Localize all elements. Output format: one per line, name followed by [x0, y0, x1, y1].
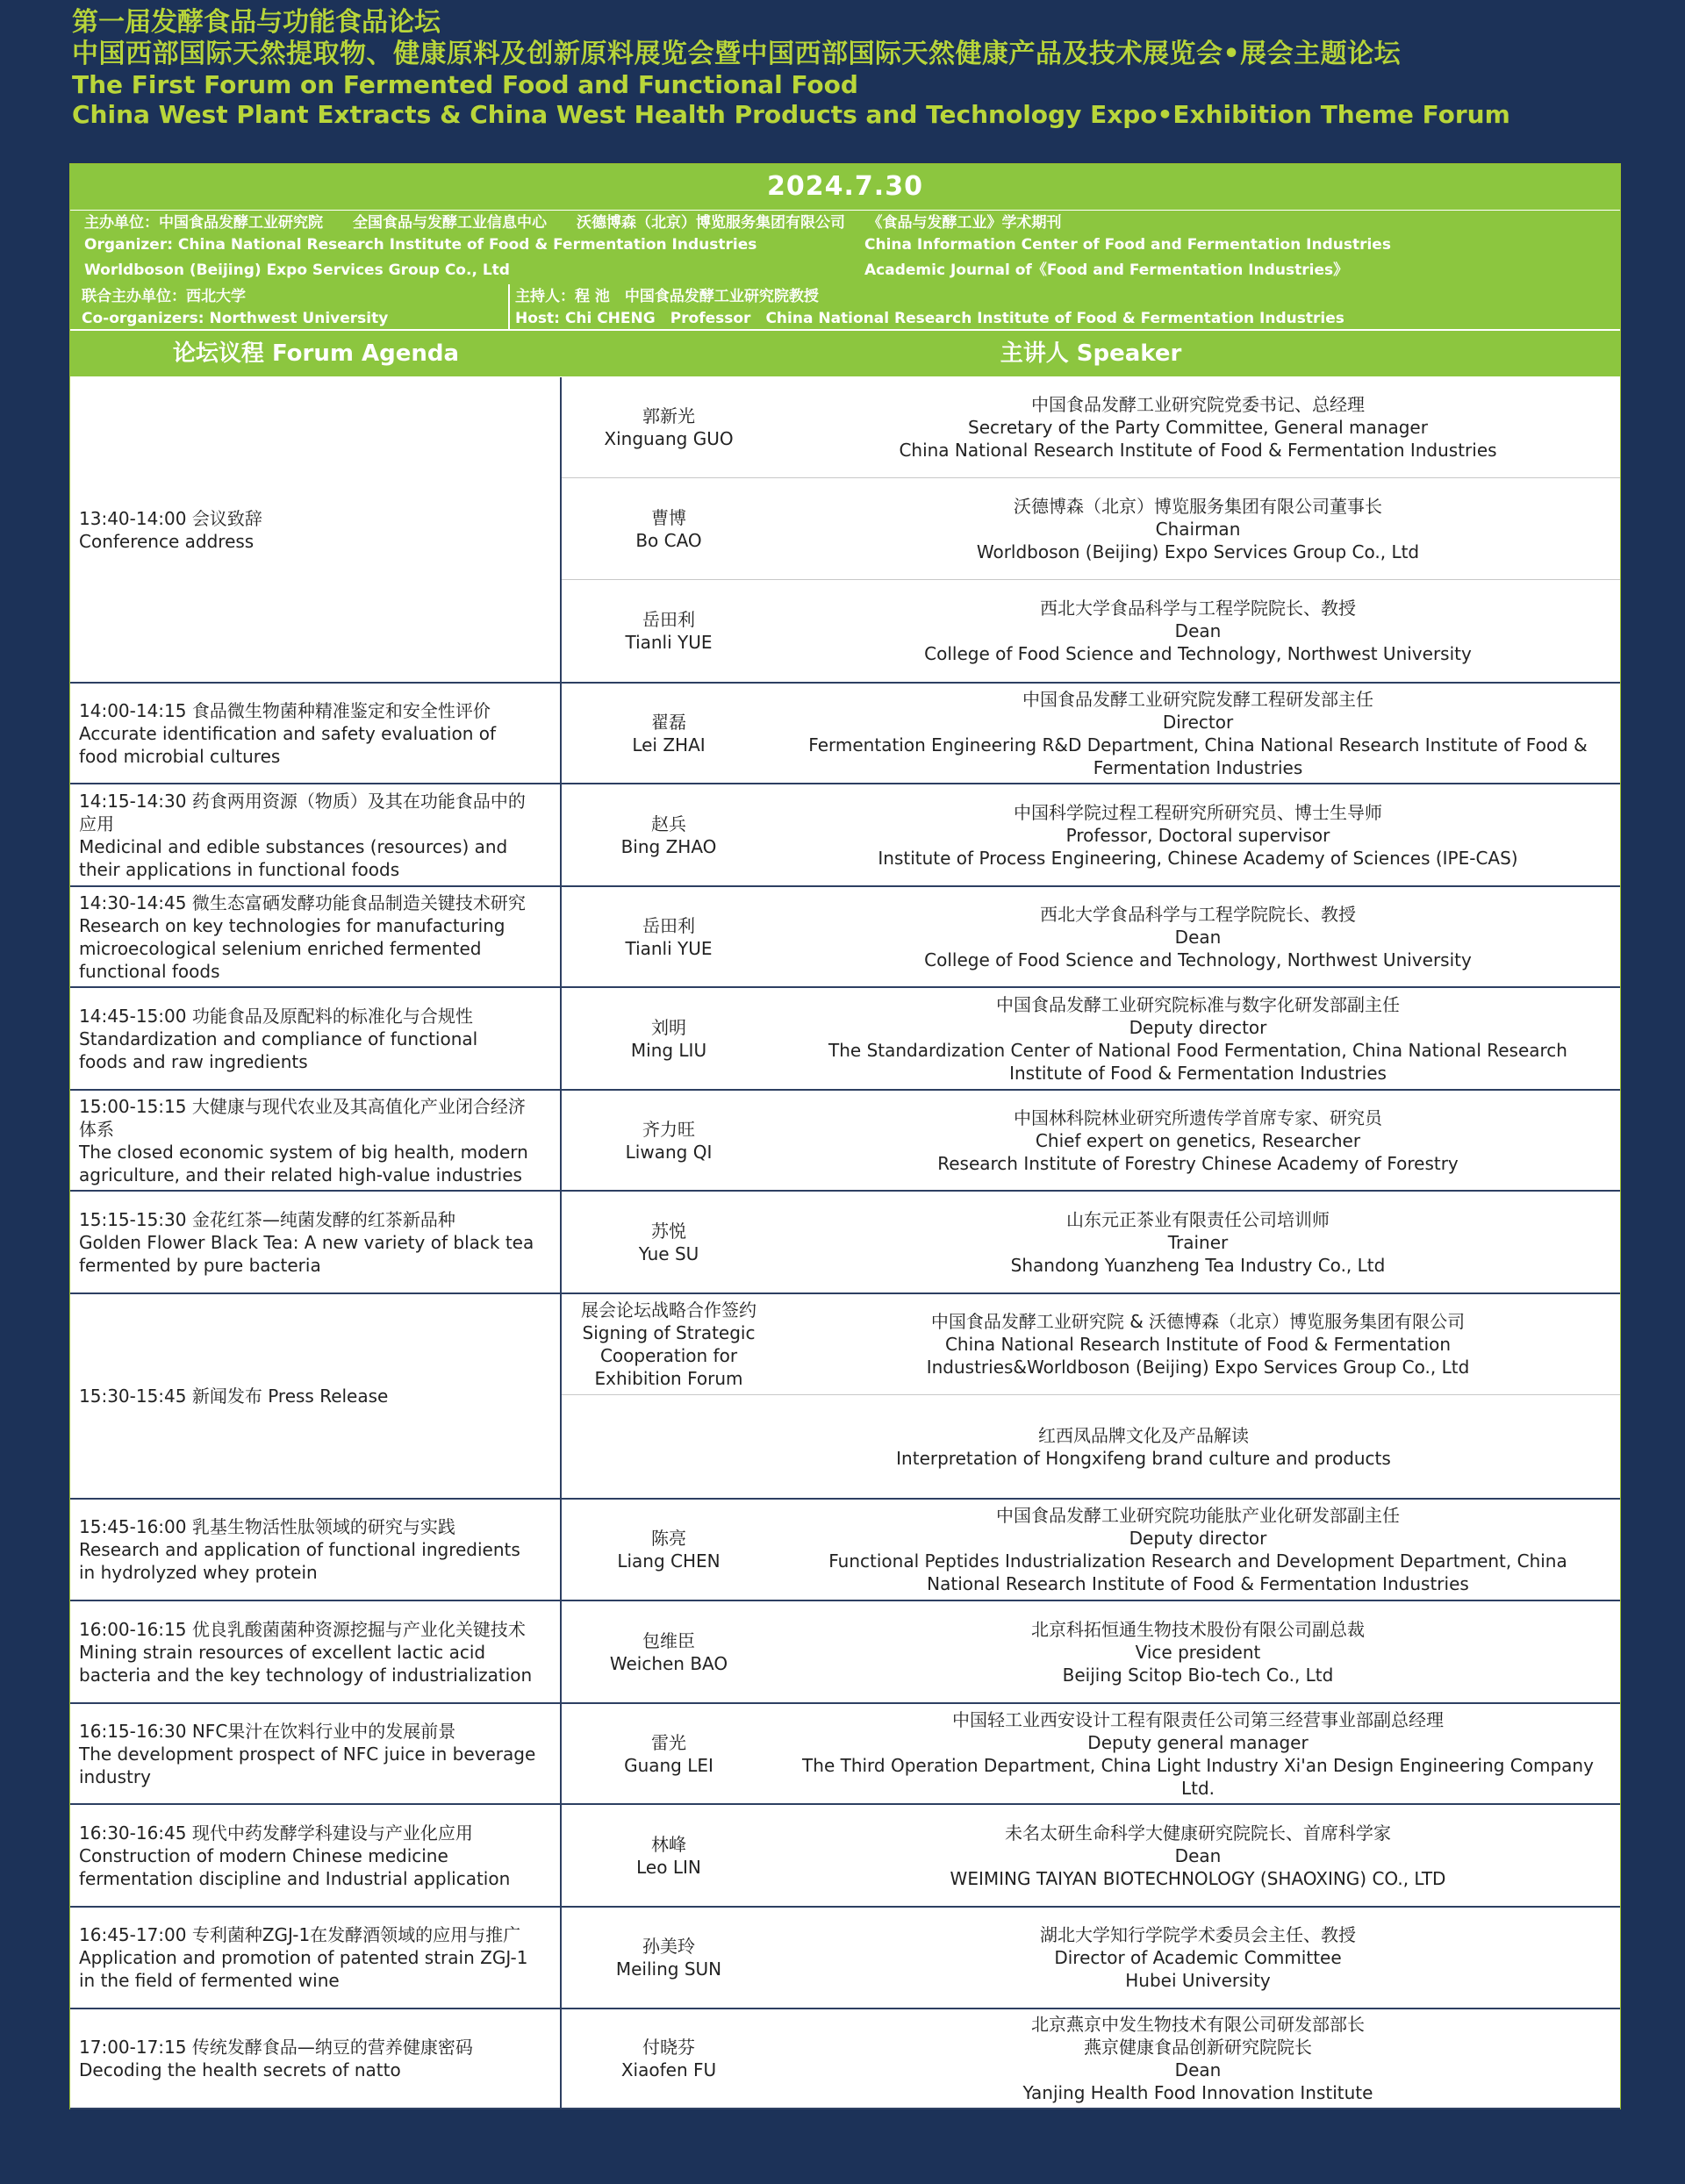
topic-line: The closed economic system of big health, modern: [79, 1141, 528, 1163]
organizer-bar-2: [70, 260, 1620, 286]
agenda-topic: [70, 887, 562, 986]
agenda-topic: [70, 988, 562, 1089]
affiliation-line: 未名太研生命科学大健康研究院院长、首席科学家: [1005, 1822, 1391, 1844]
topic-line: 15:00-15:15 大健康与现代农业及其高值化产业闭合经济: [79, 1095, 526, 1117]
topic-line: 16:30-16:45 现代中药发酵学科建设与产业化应用: [79, 1822, 473, 1844]
affiliation-line: 中国林科院林业研究所遗传学首席专家、研究员: [1014, 1106, 1382, 1128]
topic-line: 13:40-14:00 会议致辞: [79, 507, 262, 529]
affiliation-line: Director of Academic Committee: [1054, 1947, 1342, 1968]
speaker-name-line: 付晓芬: [642, 2037, 695, 2058]
speaker-entry: [562, 684, 1620, 783]
speaker-name: [562, 1500, 776, 1600]
agenda-row: [70, 988, 1620, 1091]
agenda-topic: [70, 684, 562, 783]
affiliation-line: 中国科学院过程工程研究所研究员、博士生导师: [1014, 801, 1382, 823]
agenda-row: [70, 2009, 1620, 2109]
speaker-affiliation: [776, 988, 1620, 1089]
expo-title-en: China West Plant Extracts & China West Health Products and Technology Expo•Exhibition Theme Forum: [72, 100, 1510, 129]
speaker-name-line: Ming LIU: [630, 1039, 707, 1061]
speaker-affiliation: [562, 1395, 1620, 1498]
speaker-name: [562, 684, 776, 783]
affiliation-line: 湖北大学知行学院学术委员会主任、教授: [1040, 1924, 1356, 1945]
agenda-topic: [70, 2009, 562, 2108]
topic-line: microecological selenium enriched fermented: [79, 937, 482, 959]
topic-line: Accurate identification and safety evaluation of: [79, 722, 496, 744]
host-en: Host: Chi CHENG Professor China National Research Institute of Food & Fermentation Industries: [515, 310, 1344, 327]
topic-line: 17:00-17:15 传统发酵食品—纳豆的营养健康密码: [79, 2037, 473, 2058]
topic-line: Construction of modern Chinese medicine: [79, 1844, 448, 1866]
speaker-group: [562, 1500, 1620, 1600]
speaker-name-line: Signing of Strategic: [582, 1322, 756, 1343]
speaker-name-line: 赵兵: [651, 813, 686, 834]
speaker-entry: [562, 1500, 1620, 1600]
agenda-topic: [70, 1091, 562, 1190]
speaker-group: [562, 1091, 1620, 1190]
speaker-name-line: Weichen BAO: [609, 1652, 728, 1674]
page-header: [72, 7, 1652, 130]
topic-line: 16:45-17:00 专利菌种ZGJ-1在发酵酒领域的应用与推广: [79, 1924, 521, 1945]
agenda-topic: [70, 1192, 562, 1292]
agenda-topic: [70, 1294, 562, 1498]
speaker-name-line: 孙美玲: [642, 1936, 695, 1957]
topic-line: 14:15-14:30 药食两用资源（物质）及其在功能食品中的: [79, 790, 526, 812]
speaker-name-line: 曹博: [651, 506, 686, 528]
coorganizer-en: Co-organizers: Northwest University: [82, 310, 389, 327]
affiliation-line: 北京燕京中发生物技术有限公司研发部部长: [1031, 2014, 1365, 2035]
agenda-row: [70, 1294, 1620, 1500]
affiliation-line: 中国食品发酵工业研究院 & 沃德博森（北京）博览服务集团有限公司: [930, 1311, 1466, 1332]
organizer-en-4: Academic Journal of《Food and Fermentation Industries》: [864, 261, 1349, 279]
topic-line: 14:45-15:00 功能食品及原配料的标准化与合规性: [79, 1005, 473, 1027]
speaker-group: [562, 1805, 1620, 1906]
affiliation-line: Research Institute of Forestry Chinese Academy of Forestry: [937, 1152, 1459, 1174]
topic-line: 15:45-16:00 乳基生物活性肽领域的研究与实践: [79, 1516, 455, 1537]
coorganizer: [82, 286, 388, 330]
speaker-name-line: Xiaofen FU: [620, 2059, 717, 2080]
speaker-entry: [562, 1704, 1620, 1803]
speaker-name-line: Guang LEI: [624, 1754, 713, 1776]
speaker-entry: [562, 1091, 1620, 1190]
speaker-name: [562, 784, 776, 885]
organizer-en-1: Organizer: China National Research Institute of Food & Fermentation Industries: [84, 236, 757, 254]
speaker-name-line: 包维臣: [642, 1629, 695, 1651]
affiliation-line: 西北大学食品科学与工程学院院长、教授: [1040, 598, 1356, 619]
forum-title-zh: 第一届发酵食品与功能食品论坛: [72, 7, 441, 38]
affiliation-line: 中国食品发酵工业研究院发酵工程研发部主任: [1022, 688, 1373, 710]
organizer-bar: [70, 211, 1620, 261]
speaker-name: [562, 580, 776, 682]
speaker-entry: [562, 784, 1620, 885]
agenda-topic: [70, 1500, 562, 1600]
affiliation-line: China National Research Institute of Food & Fermentation Industries: [899, 440, 1497, 461]
speaker-name-line: 展会论坛战略合作签约: [581, 1300, 756, 1321]
speaker-affiliation: [776, 1192, 1620, 1292]
speaker-group: [562, 1704, 1620, 1803]
speaker-affiliation: [776, 1601, 1620, 1702]
speaker-name-line: Meiling SUN: [615, 1958, 722, 1980]
affiliation-line: Chief expert on genetics, Researcher: [1035, 1129, 1361, 1151]
agenda-row: [70, 784, 1620, 887]
speaker-name-line: Liang CHEN: [617, 1550, 721, 1572]
agenda-row: [70, 887, 1620, 988]
affiliation-line: 中国轻工业西安设计工程有限责任公司第三经营事业部副总经理: [952, 1708, 1444, 1730]
affiliation-line: Professor, Doctoral supervisor: [1065, 824, 1330, 846]
speaker-affiliation: [776, 684, 1620, 783]
speaker-affiliation: [776, 1704, 1620, 1803]
speaker-name: [562, 887, 776, 986]
affiliation-line: 西北大学食品科学与工程学院院长、教授: [1040, 903, 1356, 925]
affiliation-line: 沃德博森（北京）博览服务集团有限公司董事长: [1014, 495, 1382, 517]
topic-line: Decoding the health secrets of natto: [79, 2059, 401, 2080]
affiliation-line: Yanjing Health Food Innovation Institute: [1022, 2082, 1373, 2103]
speaker-group: [562, 988, 1620, 1089]
topic-line: Medicinal and edible substances (resources) and: [79, 835, 508, 857]
speaker-entry: [562, 1192, 1620, 1292]
speaker-group: [562, 1908, 1620, 2008]
speaker-name-line: 雷光: [651, 1731, 686, 1753]
affiliation-line: Beijing Scitop Bio-tech Co., Ltd: [1062, 1664, 1334, 1686]
topic-line: food microbial cultures: [79, 745, 281, 767]
affiliation-line: Shandong Yuanzheng Tea Industry Co., Ltd: [1010, 1254, 1386, 1276]
speaker-name-line: 翟磊: [651, 711, 686, 733]
speaker-affiliation: [776, 1908, 1620, 2008]
speaker-group: [562, 377, 1620, 682]
speaker-name: [562, 2009, 776, 2108]
affiliation-line: 北京科拓恒通生物技术股份有限公司副总裁: [1031, 1618, 1365, 1640]
speaker-name-line: Liwang QI: [625, 1141, 713, 1163]
forum-title-en: The First Forum on Fermented Food and Functional Food: [72, 70, 858, 99]
affiliation-line: Fermentation Engineering R&D Department, China National Research Institute of Food &: [808, 734, 1588, 755]
topic-line: Conference address: [79, 530, 255, 552]
affiliation-line: Deputy director: [1129, 1016, 1267, 1038]
topic-line: Research and application of functional ingredients: [79, 1539, 520, 1560]
agenda-row: [70, 1805, 1620, 1908]
topic-line: fermentation discipline and Industrial application: [79, 1867, 511, 1889]
speaker-name: [562, 377, 776, 477]
topic-line: 14:00-14:15 食品微生物菌种精准鉴定和安全性评价: [79, 699, 491, 721]
speaker-group: [562, 1294, 1620, 1498]
agenda-column-header: 论坛议程 Forum Agenda: [172, 340, 460, 367]
speaker-name-line: Leo LIN: [636, 1856, 701, 1878]
affiliation-line: Dean: [1174, 926, 1222, 948]
affiliation-line: Industries&Worldboson (Beijing) Expo Services Group Co., Ltd: [926, 1357, 1470, 1378]
topic-line: in the field of fermented wine: [79, 1970, 340, 1991]
speaker-affiliation: [776, 1091, 1620, 1190]
speaker-name-line: Xinguang GUO: [604, 428, 734, 449]
affiliation-line: 山东元正茶业有限责任公司培训师: [1066, 1208, 1330, 1230]
organizer-en-3: Worldboson (Beijing) Expo Services Group Co., Ltd: [84, 261, 510, 279]
topic-line: functional foods: [79, 960, 220, 982]
agenda-topic: [70, 1601, 562, 1702]
speaker-name-line: 齐力旺: [642, 1118, 695, 1140]
topic-line: their applications in functional foods: [79, 858, 400, 880]
affiliation-line: 红西凤品牌文化及产品解读: [1038, 1424, 1249, 1446]
affiliation-line: Vice president: [1135, 1641, 1261, 1663]
speaker-affiliation: [776, 377, 1620, 477]
topic-line: industry: [79, 1765, 151, 1787]
speaker-name: [562, 1294, 776, 1394]
speaker-name: [562, 988, 776, 1089]
speaker-entry: [562, 1395, 1620, 1498]
agenda-topic: [70, 784, 562, 885]
affiliation-line: National Research Institute of Food & Fermentation Industries: [927, 1573, 1469, 1594]
speaker-group: [562, 887, 1620, 986]
host-zh: 主持人：程 池 中国食品发酵工业研究院教授: [515, 288, 819, 305]
agenda-row: [70, 1908, 1620, 2009]
speaker-group: [562, 784, 1620, 885]
speaker-entry: [562, 887, 1620, 986]
topic-line: Standardization and compliance of functional: [79, 1028, 478, 1049]
speaker-group: [562, 2009, 1620, 2108]
affiliation-line: Dean: [1174, 2059, 1222, 2080]
affiliation-line: China National Research Institute of Food & Fermentation: [944, 1334, 1452, 1355]
speaker-name: [562, 1805, 776, 1906]
speaker-name-line: Lei ZHAI: [632, 734, 706, 755]
coorganizer-zh: 联合主办单位：西北大学: [82, 288, 246, 305]
speaker-affiliation: [776, 478, 1620, 579]
agenda-row: [70, 1500, 1620, 1601]
affiliation-line: 中国食品发酵工业研究院标准与数字化研发部副主任: [996, 993, 1400, 1015]
speaker-name-line: Exhibition Forum: [594, 1368, 743, 1389]
affiliation-line: Director: [1162, 711, 1234, 733]
organizer-en-2: China Information Center of Food and Fermentation Industries: [864, 236, 1391, 254]
speaker-name-line: 苏悦: [651, 1220, 686, 1242]
speaker-name-line: 林峰: [651, 1833, 686, 1855]
speaker-entry: [562, 988, 1620, 1089]
affiliation-line: Secretary of the Party Committee, General manager: [968, 417, 1428, 438]
speaker-entry: [562, 478, 1620, 580]
affiliation-line: 燕京健康食品创新研究院院长: [1084, 2037, 1312, 2058]
topic-line: 15:15-15:30 金花红茶—纯菌发酵的红茶新品种: [79, 1208, 455, 1230]
expo-title-zh: 中国西部国际天然提取物、健康原料及创新原料展览会暨中国西部国际天然健康产品及技术展览会•展会主题论坛: [72, 39, 1402, 69]
speaker-group: [562, 684, 1620, 783]
speaker-name-line: Tianli YUE: [625, 937, 713, 959]
speaker-entry: [562, 1908, 1620, 2008]
affiliation-line: Worldboson (Beijing) Expo Services Group Co., Ltd: [976, 541, 1420, 562]
agenda-row: [70, 1192, 1620, 1294]
topic-line: 16:15-16:30 NFC果汁在饮料行业中的发展前景: [79, 1720, 456, 1742]
agenda-topic: [70, 1704, 562, 1803]
speaker-name-line: Bing ZHAO: [620, 835, 717, 857]
agenda-panel: [69, 163, 1621, 2109]
speaker-affiliation: [776, 887, 1620, 986]
agenda-row: [70, 377, 1620, 684]
topic-line: 体系: [79, 1118, 114, 1140]
speaker-affiliation: [776, 580, 1620, 682]
topic-line: The development prospect of NFC juice in beverage: [79, 1743, 536, 1765]
agenda-row: [70, 1091, 1620, 1192]
table-header: [70, 331, 1620, 376]
topic-line: fermented by pure bacteria: [79, 1254, 321, 1276]
affiliation-line: Chairman: [1155, 518, 1241, 540]
speaker-name: [562, 1704, 776, 1803]
affiliation-line: Institute of Food & Fermentation Industries: [1009, 1062, 1387, 1084]
topic-line: 14:30-14:45 微生态富硒发酵功能食品制造关键技术研究: [79, 892, 526, 913]
affiliation-line: 中国食品发酵工业研究院党委书记、总经理: [1031, 394, 1365, 415]
affiliation-line: Trainer: [1167, 1231, 1229, 1253]
speaker-name: [562, 478, 776, 579]
speaker-affiliation: [776, 784, 1620, 885]
speaker-name: [562, 1091, 776, 1190]
agenda-row: [70, 1704, 1620, 1805]
speaker-name-line: 陈亮: [651, 1528, 686, 1549]
affiliation-line: Functional Peptides Industrialization Research and Development Department, China: [828, 1550, 1567, 1572]
topic-line: 16:00-16:15 优良乳酸菌菌种资源挖掘与产业化关键技术: [79, 1618, 526, 1640]
affiliation-line: WEIMING TAIYAN BIOTECHNOLOGY (SHAOXING) CO., LTD: [950, 1867, 1446, 1889]
agenda-topic: [70, 1805, 562, 1906]
speaker-name-line: Bo CAO: [635, 529, 702, 551]
event-date: 2024.7.30: [70, 164, 1620, 211]
affiliation-line: Institute of Process Engineering, Chinese Academy of Sciences (IPE-CAS): [878, 847, 1518, 869]
affiliation-line: Dean: [1174, 1844, 1222, 1866]
speaker-affiliation: [776, 1805, 1620, 1906]
speaker-name-line: 郭新光: [642, 405, 695, 426]
speaker-name-line: Tianli YUE: [625, 632, 713, 653]
speaker-name: [562, 1601, 776, 1702]
affiliation-line: Hubei University: [1125, 1970, 1271, 1991]
affiliation-line: Deputy director: [1129, 1528, 1267, 1549]
speaker-group: [562, 1192, 1620, 1292]
coorganizer-host-bar: [70, 284, 1620, 331]
speaker-affiliation: [776, 1294, 1620, 1394]
speaker-column-header: 主讲人 Speaker: [1000, 340, 1182, 367]
affiliation-line: The Third Operation Department, China Light Industry Xi'an Design Engineering Company: [802, 1754, 1594, 1776]
speaker-entry: [562, 1805, 1620, 1906]
topic-line: Application and promotion of patented strain ZGJ-1: [79, 1947, 528, 1968]
agenda-topic: [70, 377, 562, 682]
organizer-zh: 主办单位：中国食品发酵工业研究院 全国食品与发酵工业信息中心 沃德博森（北京）博览服务集团有限公司 《食品与发酵工业》学术期刊: [84, 214, 1062, 232]
topic-line: in hydrolyzed whey protein: [79, 1562, 318, 1583]
affiliation-line: 中国食品发酵工业研究院功能肽产业化研发部副主任: [996, 1505, 1400, 1526]
speaker-affiliation: [776, 2009, 1620, 2108]
speaker-entry: [562, 1294, 1620, 1395]
speaker-name-line: 刘明: [651, 1016, 686, 1038]
speaker-name: [562, 1192, 776, 1292]
speaker-entry: [562, 2009, 1620, 2108]
topic-line: Mining strain resources of excellent lactic acid: [79, 1641, 486, 1663]
affiliation-line: Deputy general manager: [1087, 1731, 1309, 1753]
affiliation-line: College of Food Science and Technology, Northwest University: [924, 643, 1472, 664]
agenda-row: [70, 684, 1620, 784]
affiliation-line: Interpretation of Hongxifeng brand culture and products: [896, 1447, 1391, 1469]
affiliation-line: Ltd.: [1180, 1777, 1215, 1799]
bar-divider: [508, 284, 510, 329]
host: [515, 286, 1344, 330]
speaker-name-line: 岳田利: [642, 914, 695, 936]
agenda-topic: [70, 1908, 562, 2008]
speaker-name-line: Yue SU: [638, 1242, 699, 1264]
affiliation-line: College of Food Science and Technology, Northwest University: [924, 949, 1472, 970]
affiliation-line: The Standardization Center of National Food Fermentation, China National Research: [828, 1039, 1567, 1061]
topic-line: agriculture, and their related high-value industries: [79, 1164, 522, 1185]
speaker-name: [562, 1908, 776, 2008]
topic-line: Research on key technologies for manufacturing: [79, 914, 506, 936]
speaker-entry: [562, 1601, 1620, 1702]
topic-line: 15:30-15:45 新闻发布 Press Release: [79, 1386, 389, 1407]
speaker-name-line: Cooperation for: [599, 1345, 738, 1366]
speaker-name-line: 岳田利: [642, 609, 695, 630]
agenda-row: [70, 1601, 1620, 1704]
topic-line: foods and raw ingredients: [79, 1050, 308, 1072]
topic-line: 应用: [79, 813, 114, 834]
affiliation-line: Dean: [1174, 620, 1222, 641]
speaker-affiliation: [776, 1500, 1620, 1600]
speaker-entry: [562, 580, 1620, 682]
topic-line: bacteria and the key technology of industrialization: [79, 1664, 533, 1686]
speaker-group: [562, 1601, 1620, 1702]
topic-line: Golden Flower Black Tea: A new variety of black tea: [79, 1231, 534, 1253]
speaker-entry: [562, 377, 1620, 478]
affiliation-line: Fermentation Industries: [1093, 756, 1303, 778]
